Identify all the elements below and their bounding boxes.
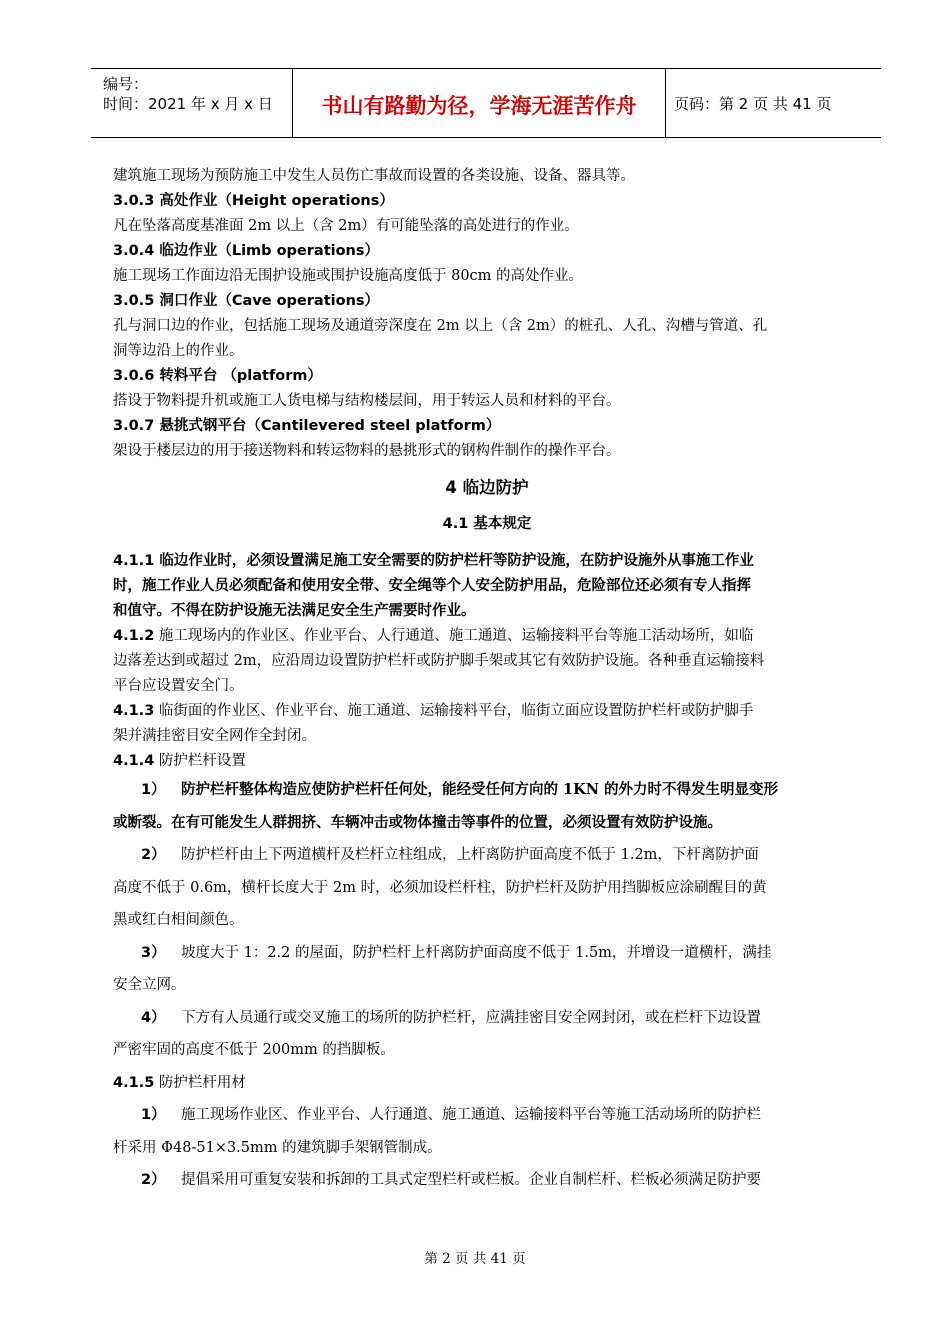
header-motto-cell: [293, 69, 666, 137]
list-item-number: 4）: [141, 1009, 166, 1026]
document-time-label: 时间：2021 年 x 月 x 日: [103, 95, 273, 113]
clause-4-1-3-line: 架并满挂密目安全网作全封闭。: [113, 728, 316, 744]
clause-4-1-2-line: 4.1.2 施工现场内的作业区、作业平台、人行通道、施工通道、运输接料平台等施工活动场所，如临: [113, 628, 754, 644]
intro-line: 建筑施工现场为预防施工中发生人员伤亡事故而设置的各类设施、设备、器具等。: [113, 168, 635, 184]
header-meta-cell: [91, 69, 293, 137]
header-page-cell: [666, 69, 881, 137]
header-motto: 书山有路勤为径，学海无涯苦作舟: [321, 94, 637, 118]
list-item-number: 2）: [141, 847, 166, 863]
clause-number: 4.1.2: [113, 628, 155, 644]
definition-3-0-3-title: 3.0.3 高处作业（Height operations）: [113, 193, 394, 209]
section-title: 4.1 基本规定: [442, 516, 532, 532]
list-item-number: 2）: [141, 1172, 166, 1188]
clause-number: 4.1.3: [113, 703, 155, 719]
clause-number: 4.1.4: [113, 753, 155, 769]
list-item-number: 1）: [141, 1107, 166, 1123]
list-item-line: 黑或红白相间颜色。: [113, 912, 244, 928]
list-item-number: 1）: [141, 782, 166, 798]
list-item-line: 或断裂。在有可能发生人群拥挤、车辆冲击或物体撞击等事件的位置，必须设置有效防护设施。: [113, 813, 722, 831]
clause-4-1-1-line: 4.1.1 临边作业时，必须设置满足施工安全需要的防护栏杆等防护设施，在防护设施外从事施工作业: [113, 553, 754, 569]
definition-3-0-7-title: 3.0.7 悬挑式钢平台（Cantilevered steel platform）: [113, 418, 501, 434]
definition-3-0-3-text: 凡在坠落高度基准面 2m 以上（含 2m）有可能坠落的高处进行的作业。: [113, 218, 579, 234]
list-item-line: 4） 下方有人员通行或交叉施工的场所的防护栏杆，应满挂密目安全网封闭，或在栏杆下边设置: [113, 1002, 861, 1035]
clause-4-1-3-line: 4.1.3 临街面的作业区、作业平台、施工通道、运输接料平台，临街立面应设置防护栏杆或防护脚手: [113, 703, 754, 719]
list-item-line: 杆采用 Φ48-51×3.5mm 的建筑脚手架钢管制成。: [113, 1139, 442, 1156]
header-page-info: 页码：第 2 页 共 41 页: [674, 95, 832, 113]
list-item-number: 3）: [141, 944, 166, 961]
clause-4-1-2-line: 边落差达到或超过 2m，应沿周边设置防护栏杆或防护脚手架或其它有效防护设施。各种垂直运输接料: [113, 653, 765, 669]
list-item-line: 1） 施工现场作业区、作业平台、人行通道、施工通道、运输接料平台等施工活动场所的防护栏: [113, 1099, 861, 1132]
document-number-label: 编号：: [103, 75, 149, 93]
list-item-line: 高度不低于 0.6m，横杆长度大于 2m 时，必须加设栏杆柱，防护栏杆及防护用挡脚板应涂刷醒目的黄: [113, 879, 767, 896]
list-item-line: 安全立网。: [113, 977, 186, 993]
definition-3-0-5-title: 3.0.5 洞口作业（Cave operations）: [113, 293, 380, 309]
chapter-title: 4 临边防护: [445, 478, 529, 497]
definition-3-0-5-text-line: 孔与洞口边的作业，包括施工现场及通道旁深度在 2m 以上（含 2m）的桩孔、人孔、沟槽与管道、孔: [113, 318, 768, 334]
page-footer: 第 2 页 共 41 页: [424, 1251, 526, 1267]
definition-3-0-4-title: 3.0.4 临边作业（Limb operations）: [113, 243, 380, 259]
document-header: [91, 68, 881, 138]
definition-3-0-7-text: 架设于楼层边的用于接送物料和转运物料的悬挑形式的钢构件制作的操作平台。: [113, 443, 621, 459]
list-item-line: 严密牢固的高度不低于 200mm 的挡脚板。: [113, 1042, 395, 1058]
definition-3-0-4-text: 施工现场工作面边沿无围护设施或围护设施高度低于 80cm 的高处作业。: [113, 268, 584, 284]
clause-4-1-1-line: 和值守。不得在防护设施无法满足安全生产需要时作业。: [113, 603, 476, 619]
clause-4-1-1-line: 时，施工作业人员必须配备和使用安全带、安全绳等个人安全防护用品，危险部位还必须有专人指挥: [113, 578, 751, 594]
clause-4-1-2-line: 平台应设置安全门。: [113, 678, 244, 694]
definition-3-0-5-text-line: 洞等边沿上的作业。: [113, 343, 244, 359]
list-item-line: 2） 防护栏杆由上下两道横杆及栏杆立柱组成，上杆离防护面高度不低于 1.2m，下杆离防护面: [113, 839, 861, 872]
clause-4-1-5-line: 4.1.5 防护栏杆用材: [113, 1074, 246, 1091]
list-item-line: 2） 提倡采用可重复安装和拆卸的工具式定型栏杆或栏板。企业自制栏杆、栏板必须满足防护要: [113, 1164, 861, 1197]
list-item-line: 1） 防护栏杆整体构造应使防护栏杆任何处，能经受任何方向的 1KN 的外力时不得发生明显变形: [113, 774, 861, 807]
clause-number: 4.1.5: [113, 1074, 155, 1091]
definition-3-0-6-title: 3.0.6 转料平台 （platform）: [113, 368, 322, 384]
list-item-line: 3） 坡度大于 1：2.2 的屋面，防护栏杆上杆离防护面高度不低于 1.5m，并增设一道横杆，满挂: [113, 937, 861, 970]
document-body: [113, 164, 861, 1197]
clause-4-1-4-line: 4.1.4 防护栏杆设置: [113, 753, 246, 769]
definition-3-0-6-text: 搭设于物料提升机或施工人货电梯与结构楼层间，用于转运人员和材料的平台。: [113, 393, 621, 409]
